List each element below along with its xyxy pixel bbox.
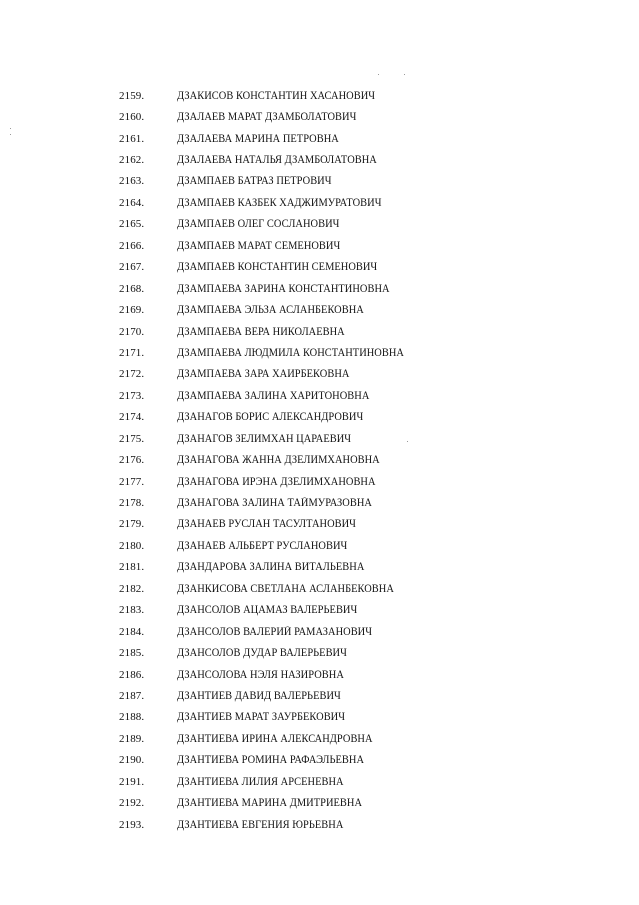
list-item — [119, 257, 421, 278]
list-item — [119, 407, 421, 428]
entry-number: 2163. — [119, 175, 145, 188]
entry-name: ДЗАНАЕВ РУСЛАН ТАСУЛТАНОВИЧ — [177, 518, 356, 531]
entry-name: ДЗАМПАЕВ БАТРАЗ ПЕТРОВИЧ — [177, 175, 332, 188]
entry-name: ДЗАНСОЛОВ ДУДАР ВАЛЕРЬЕВИЧ — [177, 647, 347, 660]
list-item — [119, 707, 421, 728]
entry-name: ДЗАМПАЕВА ЗАРИНА КОНСТАНТИНОВНА — [177, 282, 390, 295]
entry-number: 2189. — [119, 732, 145, 745]
list-item — [119, 578, 421, 599]
entry-number: 2169. — [119, 304, 145, 317]
list-item — [119, 557, 421, 578]
entry-number: 2182. — [119, 582, 145, 595]
entry-name: ДЗАНАЕВ АЛЬБЕРТ РУСЛАНОВИЧ — [177, 539, 348, 552]
entry-name: ДЗАНАГОВА ЗАЛИНА ТАЙМУРАЗОВНА — [177, 497, 372, 510]
list-item — [119, 621, 421, 642]
entry-number: 2186. — [119, 668, 145, 681]
entry-name: ДЗАНАГОВА ИРЭНА ДЗЕЛИМХАНОВНА — [177, 475, 376, 488]
entry-number: 2168. — [119, 282, 145, 295]
entry-name: ДЗАНТИЕВА ЕВГЕНИЯ ЮРЬЕВНА — [177, 818, 344, 831]
entry-number: 2166. — [119, 239, 145, 252]
entry-name: ДЗАНАГОВ БОРИС АЛЕКСАНДРОВИЧ — [177, 411, 364, 424]
entry-number: 2187. — [119, 689, 145, 702]
entry-name: ДЗАЛАЕВ МАРАТ ДЗАМБОЛАТОВИЧ — [177, 111, 357, 124]
entry-number: 2190. — [119, 754, 145, 767]
entry-number: 2181. — [119, 561, 145, 574]
scan-speck — [10, 134, 11, 135]
entry-name: ДЗАМПАЕВА ЛЮДМИЛА КОНСТАНТИНОВНА — [177, 346, 404, 359]
list-item — [119, 235, 421, 256]
entry-name: ДЗАМПАЕВ КАЗБЕК ХАДЖИМУРАТОВИЧ — [177, 196, 382, 209]
entry-number: 2159. — [119, 89, 145, 102]
list-item — [119, 342, 421, 363]
list-item — [119, 642, 421, 663]
list-item — [119, 321, 421, 342]
entry-name: ДЗАНТИЕВА РОМИНА РАФАЭЛЬЕВНА — [177, 754, 365, 767]
entry-number: 2167. — [119, 261, 145, 274]
list-item — [119, 171, 421, 192]
list-item — [119, 449, 421, 470]
entry-name: ДЗАНТИЕВА ИРИНА АЛЕКСАНДРОВНА — [177, 732, 373, 745]
list-item — [119, 149, 421, 170]
entry-name: ДЗАНТИЕВ ДАВИД ВАЛЕРЬЕВИЧ — [177, 689, 341, 702]
scan-speck — [10, 128, 11, 129]
list-item — [119, 728, 421, 749]
list-item — [119, 750, 421, 771]
entry-number: 2165. — [119, 218, 145, 231]
list-item — [119, 664, 421, 685]
list-item — [119, 385, 421, 406]
entry-name: ДЗАНСОЛОВ АЦАМАЗ ВАЛЕРЬЕВИЧ — [177, 604, 358, 617]
list-item — [119, 278, 421, 299]
entry-name: ДЗАМПАЕВА ЗАРА ХАИРБЕКОВНА — [177, 368, 350, 381]
entry-name: ДЗАНТИЕВ МАРАТ ЗАУРБЕКОВИЧ — [177, 711, 346, 724]
list-item — [119, 535, 421, 556]
entry-number: 2173. — [119, 389, 145, 402]
entry-number: 2172. — [119, 368, 145, 381]
entry-number: 2179. — [119, 518, 145, 531]
entry-number: 2162. — [119, 154, 145, 167]
list-item — [119, 85, 421, 106]
entry-name: ДЗАМПАЕВА ЗАЛИНА ХАРИТОНОВНА — [177, 389, 370, 402]
entry-name: ДЗАНАГОВА ЖАННА ДЗЕЛИМХАНОВНА — [177, 454, 380, 467]
list-item — [119, 299, 421, 320]
list-item — [119, 492, 421, 513]
scan-speck — [378, 74, 379, 75]
entry-number: 2161. — [119, 132, 145, 145]
entry-number: 2176. — [119, 454, 145, 467]
list-item — [119, 364, 421, 385]
list-item — [119, 128, 421, 149]
entry-name: ДЗАНКИСОВА СВЕТЛАНА АСЛАНБЕКОВНА — [177, 582, 394, 595]
entry-name: ДЗАНСОЛОВ ВАЛЕРИЙ РАМАЗАНОВИЧ — [177, 625, 373, 638]
list-item — [119, 814, 421, 835]
entry-number: 2178. — [119, 497, 145, 510]
entry-name: ДЗАНТИЕВА МАРИНА ДМИТРИЕВНА — [177, 797, 363, 810]
entry-name: ДЗАНДАРОВА ЗАЛИНА ВИТАЛЬЕВНА — [177, 561, 365, 574]
entry-number: 2164. — [119, 196, 145, 209]
list-item — [119, 471, 421, 492]
entry-number: 2160. — [119, 111, 145, 124]
entry-number: 2184. — [119, 625, 145, 638]
entry-name: ДЗАМПАЕВА ЭЛЬЗА АСЛАНБЕКОВНА — [177, 304, 364, 317]
entry-number: 2177. — [119, 475, 145, 488]
entry-name: ДЗАНСОЛОВА НЭЛЯ НАЗИРОВНА — [177, 668, 344, 681]
entry-name: ДЗАЛАЕВА МАРИНА ПЕТРОВНА — [177, 132, 339, 145]
entry-number: 2193. — [119, 818, 145, 831]
list-item — [119, 600, 421, 621]
list-item — [119, 192, 421, 213]
entry-name: ДЗАМПАЕВ МАРАТ СЕМЕНОВИЧ — [177, 239, 341, 252]
list-item — [119, 428, 421, 449]
entry-number: 2175. — [119, 432, 145, 445]
name-list — [119, 85, 421, 835]
entry-number: 2183. — [119, 604, 145, 617]
entry-number: 2171. — [119, 346, 145, 359]
entry-name: ДЗАНТИЕВА ЛИЛИЯ АРСЕНЕВНА — [177, 775, 344, 788]
entry-number: 2192. — [119, 797, 145, 810]
list-item — [119, 106, 421, 127]
entry-number: 2174. — [119, 411, 145, 424]
entry-name: ДЗАКИСОВ КОНСТАНТИН ХАСАНОВИЧ — [177, 89, 376, 102]
entry-number: 2180. — [119, 539, 145, 552]
entry-number: 2170. — [119, 325, 145, 338]
scan-speck — [404, 74, 405, 75]
list-item — [119, 214, 421, 235]
list-item — [119, 685, 421, 706]
entry-name: ДЗАМПАЕВА ВЕРА НИКОЛАЕВНА — [177, 325, 345, 338]
entry-name: ДЗАЛАЕВА НАТАЛЬЯ ДЗАМБОЛАТОВНА — [177, 154, 377, 167]
list-item — [119, 771, 421, 792]
entry-number: 2185. — [119, 647, 145, 660]
entry-name: ДЗАМПАЕВ ОЛЕГ СОСЛАНОВИЧ — [177, 218, 340, 231]
list-item — [119, 514, 421, 535]
entry-name: ДЗАМПАЕВ КОНСТАНТИН СЕМЕНОВИЧ — [177, 261, 378, 274]
entry-name: ДЗАНАГОВ ЗЕЛИМХАН ЦАРАЕВИЧ — [177, 432, 352, 445]
entry-number: 2191. — [119, 775, 145, 788]
list-item — [119, 792, 421, 813]
entry-number: 2188. — [119, 711, 145, 724]
